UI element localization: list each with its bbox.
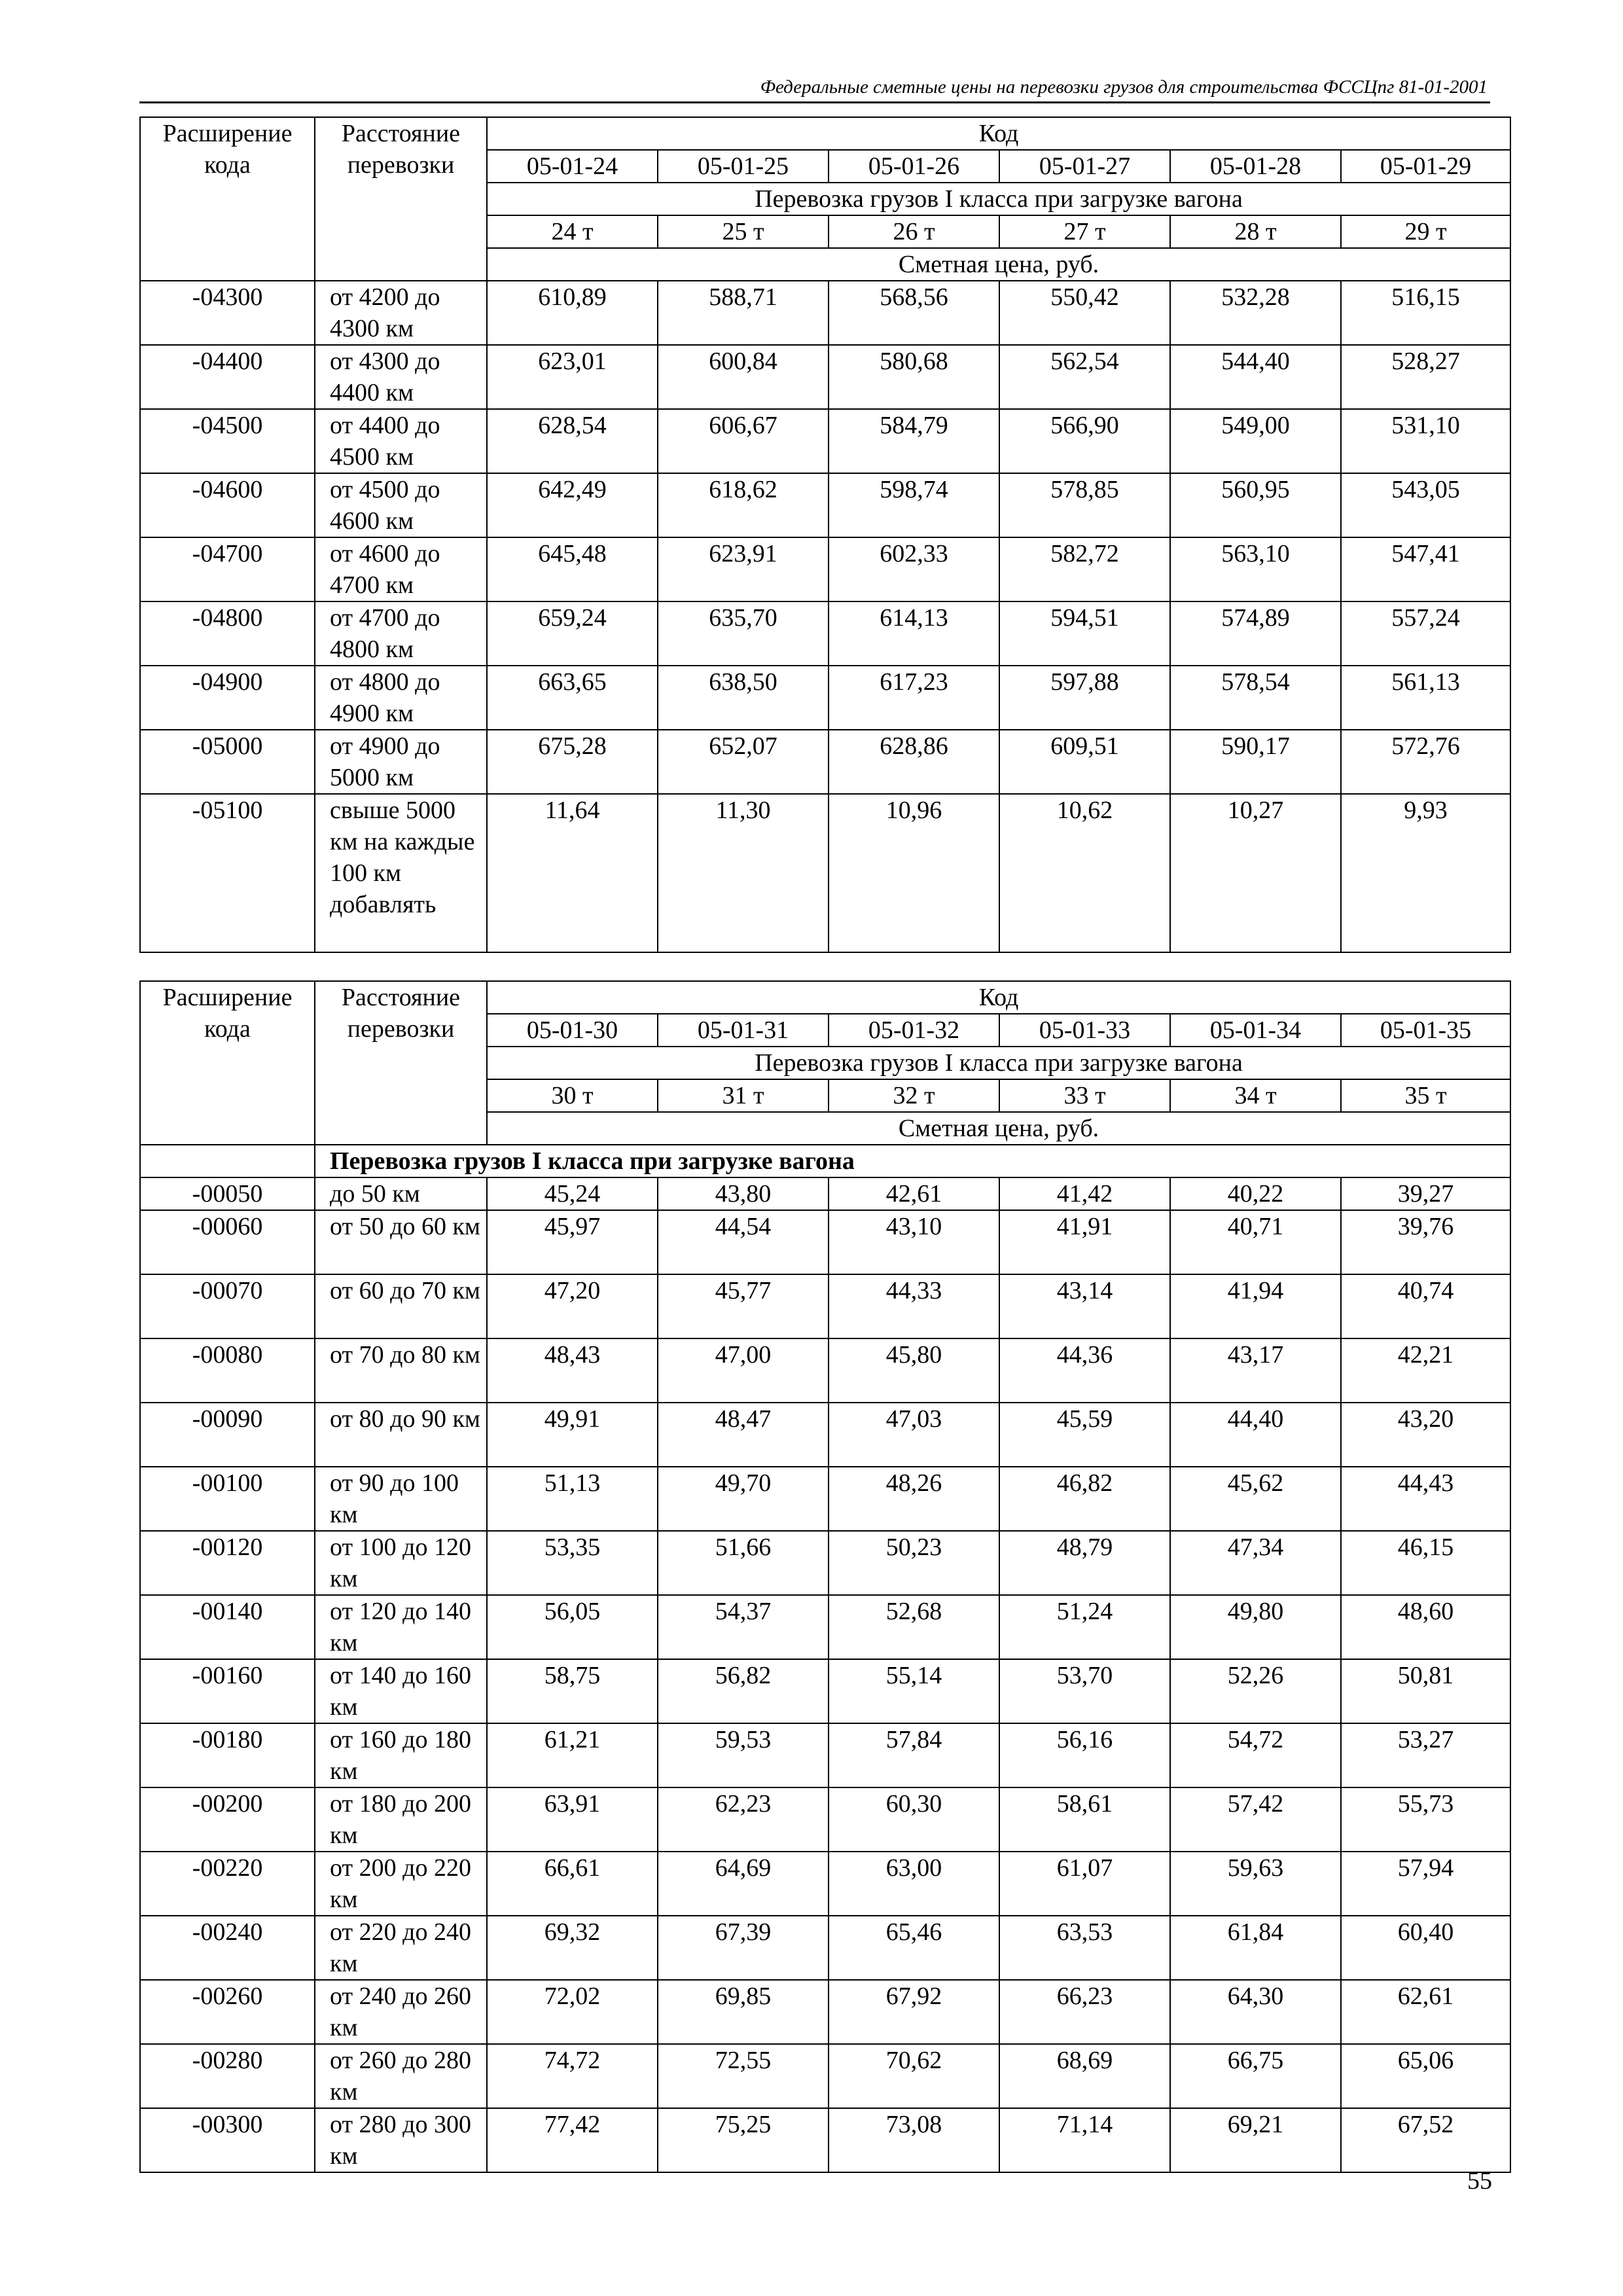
row-code: -00180 (140, 1723, 315, 1787)
price-cell: 44,43 (1341, 1467, 1510, 1531)
price-cell: 42,61 (829, 1177, 999, 1210)
row-code: -05000 (140, 730, 315, 794)
price-cell: 578,54 (1170, 666, 1341, 730)
price-cell: 61,21 (487, 1723, 658, 1787)
row-distance: от 70 до 80 км (315, 1338, 487, 1403)
code-header: 05-01-34 (1170, 1014, 1341, 1047)
price-cell: 628,54 (487, 409, 658, 473)
price-label: Сметная цена, руб. (487, 248, 1510, 281)
row-code: -00100 (140, 1467, 315, 1531)
price-cell: 75,25 (658, 2108, 829, 2172)
price-cell: 580,68 (829, 345, 999, 409)
code-header: 05-01-24 (487, 150, 658, 183)
row-code: -00080 (140, 1338, 315, 1403)
col-header-distance: Расстояние перевозки (315, 981, 487, 1145)
row-distance: от 4300 до 4400 км (315, 345, 487, 409)
row-distance: от 80 до 90 км (315, 1403, 487, 1467)
table-row (140, 1403, 1510, 1467)
price-cell: 568,56 (829, 281, 999, 345)
row-distance: от 4700 до 4800 км (315, 601, 487, 666)
section-empty-cell (140, 1145, 315, 1177)
table-row (140, 1531, 1510, 1595)
price-cell: 64,69 (658, 1852, 829, 1916)
price-cell: 532,28 (1170, 281, 1341, 345)
row-code: -04400 (140, 345, 315, 409)
row-distance: от 90 до 100 км (315, 1467, 487, 1531)
price-cell: 598,74 (829, 473, 999, 537)
price-cell: 600,84 (658, 345, 829, 409)
price-cell: 582,72 (999, 537, 1170, 601)
load-header: 35 т (1341, 1079, 1510, 1112)
price-cell: 41,42 (999, 1177, 1170, 1210)
price-cell: 48,26 (829, 1467, 999, 1531)
table-1-body (140, 117, 1510, 952)
table-row (140, 345, 1510, 409)
price-cell: 550,42 (999, 281, 1170, 345)
col-header-code-extension: Расширение кода (140, 981, 315, 1145)
price-cell: 566,90 (999, 409, 1170, 473)
code-header: 05-01-25 (658, 150, 829, 183)
table-row (140, 1467, 1510, 1531)
row-distance: от 4200 до 4300 км (315, 281, 487, 345)
price-cell: 58,61 (999, 1787, 1170, 1852)
price-cell: 617,23 (829, 666, 999, 730)
row-code: -00300 (140, 2108, 315, 2172)
price-cell: 41,94 (1170, 1274, 1341, 1338)
price-cell: 63,53 (999, 1916, 1170, 1980)
price-cell: 67,52 (1341, 2108, 1510, 2172)
price-cell: 57,84 (829, 1723, 999, 1787)
table-row (140, 537, 1510, 601)
price-cell: 73,08 (829, 2108, 999, 2172)
col-header-distance: Расстояние перевозки (315, 117, 487, 281)
price-label: Сметная цена, руб. (487, 1112, 1510, 1145)
row-distance: до 50 км (315, 1177, 487, 1210)
row-distance: от 100 до 120 км (315, 1531, 487, 1595)
price-cell: 614,13 (829, 601, 999, 666)
price-cell: 64,30 (1170, 1980, 1341, 2044)
table-row (140, 666, 1510, 730)
price-cell: 11,30 (658, 794, 829, 952)
table-row (140, 1274, 1510, 1338)
price-cell: 584,79 (829, 409, 999, 473)
price-cell: 47,34 (1170, 1531, 1341, 1595)
price-cell: 40,22 (1170, 1177, 1341, 1210)
row-code: -04300 (140, 281, 315, 345)
price-cell: 60,30 (829, 1787, 999, 1852)
price-cell: 45,59 (999, 1403, 1170, 1467)
row-code: -00090 (140, 1403, 315, 1467)
price-cell: 623,01 (487, 345, 658, 409)
row-distance: от 200 до 220 км (315, 1852, 487, 1916)
price-cell: 48,43 (487, 1338, 658, 1403)
header-row-kod (140, 117, 1510, 150)
price-cell: 59,53 (658, 1723, 829, 1787)
price-cell: 66,23 (999, 1980, 1170, 2044)
price-cell: 39,76 (1341, 1210, 1510, 1274)
load-header: 24 т (487, 215, 658, 248)
price-cell: 61,07 (999, 1852, 1170, 1916)
code-header: 05-01-29 (1341, 150, 1510, 183)
table-row (140, 2108, 1510, 2172)
price-cell: 618,62 (658, 473, 829, 537)
load-header: 32 т (829, 1079, 999, 1112)
row-code: -00140 (140, 1595, 315, 1659)
price-cell: 53,35 (487, 1531, 658, 1595)
row-code: -00120 (140, 1531, 315, 1595)
price-cell: 51,66 (658, 1531, 829, 1595)
price-cell: 51,24 (999, 1595, 1170, 1659)
price-cell: 560,95 (1170, 473, 1341, 537)
section-row (140, 1145, 1510, 1177)
code-header: 05-01-35 (1341, 1014, 1510, 1047)
price-cell: 44,33 (829, 1274, 999, 1338)
code-header: 05-01-27 (999, 150, 1170, 183)
col-header-kod: Код (487, 117, 1510, 150)
row-code: -00240 (140, 1916, 315, 1980)
row-code: -04800 (140, 601, 315, 666)
row-distance: от 4500 до 4600 км (315, 473, 487, 537)
price-cell: 547,41 (1341, 537, 1510, 601)
row-distance: от 180 до 200 км (315, 1787, 487, 1852)
price-cell: 543,05 (1341, 473, 1510, 537)
load-header: 28 т (1170, 215, 1341, 248)
price-cell: 44,40 (1170, 1403, 1341, 1467)
price-cell: 588,71 (658, 281, 829, 345)
table-row (140, 1659, 1510, 1723)
price-cell: 56,82 (658, 1659, 829, 1723)
price-cell: 659,24 (487, 601, 658, 666)
price-cell: 645,48 (487, 537, 658, 601)
price-cell: 55,14 (829, 1659, 999, 1723)
table-row (140, 1787, 1510, 1852)
row-distance: от 280 до 300 км (315, 2108, 487, 2172)
price-cell: 48,47 (658, 1403, 829, 1467)
price-cell: 63,00 (829, 1852, 999, 1916)
row-distance: свыше 5000 км на каждые 100 км добавлять (315, 794, 487, 952)
load-header: 26 т (829, 215, 999, 248)
price-cell: 61,84 (1170, 1916, 1341, 1980)
table-2-body (140, 981, 1510, 2172)
price-cell: 68,69 (999, 2044, 1170, 2108)
table-row (140, 2044, 1510, 2108)
price-cell: 66,75 (1170, 2044, 1341, 2108)
col-header-code-extension: Расширение кода (140, 117, 315, 281)
row-distance: от 60 до 70 км (315, 1274, 487, 1338)
price-cell: 44,54 (658, 1210, 829, 1274)
price-cell: 594,51 (999, 601, 1170, 666)
header-row-kod (140, 981, 1510, 1014)
load-header: 31 т (658, 1079, 829, 1112)
table-row (140, 1210, 1510, 1274)
row-code: -00200 (140, 1787, 315, 1852)
price-cell: 45,24 (487, 1177, 658, 1210)
row-code: -00280 (140, 2044, 315, 2108)
price-cell: 47,00 (658, 1338, 829, 1403)
price-cell: 72,02 (487, 1980, 658, 2044)
price-cell: 531,10 (1341, 409, 1510, 473)
page-number: 55 (1467, 2167, 1492, 2195)
price-cell: 55,73 (1341, 1787, 1510, 1852)
price-cell: 561,13 (1341, 666, 1510, 730)
price-cell: 590,17 (1170, 730, 1341, 794)
price-cell: 549,00 (1170, 409, 1341, 473)
row-code: -00220 (140, 1852, 315, 1916)
price-cell: 47,03 (829, 1403, 999, 1467)
price-cell: 65,06 (1341, 2044, 1510, 2108)
price-cell: 56,16 (999, 1723, 1170, 1787)
load-header: 34 т (1170, 1079, 1341, 1112)
price-cell: 9,93 (1341, 794, 1510, 952)
price-cell: 44,36 (999, 1338, 1170, 1403)
row-distance: от 50 до 60 км (315, 1210, 487, 1274)
price-cell: 49,91 (487, 1403, 658, 1467)
price-cell: 65,46 (829, 1916, 999, 1980)
price-cell: 43,17 (1170, 1338, 1341, 1403)
table-row (140, 730, 1510, 794)
row-code: -00060 (140, 1210, 315, 1274)
row-code: -04700 (140, 537, 315, 601)
price-cell: 67,39 (658, 1916, 829, 1980)
price-cell: 56,05 (487, 1595, 658, 1659)
price-cell: 45,77 (658, 1274, 829, 1338)
price-cell: 574,89 (1170, 601, 1341, 666)
price-cell: 602,33 (829, 537, 999, 601)
price-cell: 66,61 (487, 1852, 658, 1916)
cargo-class-header: Перевозка грузов I класса при загрузке вагона (487, 183, 1510, 215)
price-cell: 49,70 (658, 1467, 829, 1531)
row-code: -05100 (140, 794, 315, 952)
price-cell: 52,68 (829, 1595, 999, 1659)
price-cell: 74,72 (487, 2044, 658, 2108)
price-cell: 77,42 (487, 2108, 658, 2172)
table-row (140, 1338, 1510, 1403)
row-code: -04500 (140, 409, 315, 473)
price-cell: 578,85 (999, 473, 1170, 537)
price-cell: 71,14 (999, 2108, 1170, 2172)
table-row (140, 281, 1510, 345)
price-cell: 39,27 (1341, 1177, 1510, 1210)
price-cell: 63,91 (487, 1787, 658, 1852)
price-cell: 69,85 (658, 1980, 829, 2044)
row-code: -04600 (140, 473, 315, 537)
row-code: -04900 (140, 666, 315, 730)
price-cell: 635,70 (658, 601, 829, 666)
price-cell: 43,20 (1341, 1403, 1510, 1467)
price-cell: 53,27 (1341, 1723, 1510, 1787)
table-row (140, 1852, 1510, 1916)
row-code: -00160 (140, 1659, 315, 1723)
row-distance: от 4400 до 4500 км (315, 409, 487, 473)
price-cell: 50,23 (829, 1531, 999, 1595)
price-cell: 45,80 (829, 1338, 999, 1403)
price-cell: 72,55 (658, 2044, 829, 2108)
row-distance: от 240 до 260 км (315, 1980, 487, 2044)
code-header: 05-01-28 (1170, 150, 1341, 183)
price-cell: 597,88 (999, 666, 1170, 730)
price-cell: 10,96 (829, 794, 999, 952)
price-cell: 606,67 (658, 409, 829, 473)
price-cell: 663,65 (487, 666, 658, 730)
price-cell: 563,10 (1170, 537, 1341, 601)
price-cell: 69,21 (1170, 2108, 1341, 2172)
price-cell: 675,28 (487, 730, 658, 794)
load-header: 33 т (999, 1079, 1170, 1112)
page-header: Федеральные сметные цены на перевозки грузов для строительства ФССЦпг 81-01-2001 (139, 75, 1490, 103)
table-row (140, 1916, 1510, 1980)
price-cell: 60,40 (1341, 1916, 1510, 1980)
price-cell: 46,15 (1341, 1531, 1510, 1595)
table-row (140, 409, 1510, 473)
row-code: -00050 (140, 1177, 315, 1210)
code-header: 05-01-26 (829, 150, 999, 183)
table-row (140, 1595, 1510, 1659)
price-cell: 516,15 (1341, 281, 1510, 345)
price-cell: 48,79 (999, 1531, 1170, 1595)
price-cell: 544,40 (1170, 345, 1341, 409)
price-cell: 49,80 (1170, 1595, 1341, 1659)
price-cell: 572,76 (1341, 730, 1510, 794)
table-row (140, 1980, 1510, 2044)
cargo-class-header: Перевозка грузов I класса при загрузке вагона (487, 1047, 1510, 1079)
price-table-2 (139, 980, 1511, 2173)
load-header: 29 т (1341, 215, 1510, 248)
row-distance: от 4900 до 5000 км (315, 730, 487, 794)
price-cell: 41,91 (999, 1210, 1170, 1274)
price-cell: 45,97 (487, 1210, 658, 1274)
price-cell: 40,74 (1341, 1274, 1510, 1338)
price-cell: 43,80 (658, 1177, 829, 1210)
price-cell: 62,61 (1341, 1980, 1510, 2044)
price-cell: 70,62 (829, 2044, 999, 2108)
price-cell: 42,21 (1341, 1338, 1510, 1403)
price-cell: 57,94 (1341, 1852, 1510, 1916)
price-cell: 47,20 (487, 1274, 658, 1338)
price-cell: 53,70 (999, 1659, 1170, 1723)
price-cell: 628,86 (829, 730, 999, 794)
table-row (140, 1723, 1510, 1787)
price-cell: 610,89 (487, 281, 658, 345)
price-cell: 58,75 (487, 1659, 658, 1723)
table-row (140, 1177, 1510, 1210)
price-cell: 57,42 (1170, 1787, 1341, 1852)
price-cell: 51,13 (487, 1467, 658, 1531)
price-cell: 43,14 (999, 1274, 1170, 1338)
code-header: 05-01-30 (487, 1014, 658, 1047)
price-cell: 562,54 (999, 345, 1170, 409)
row-distance: от 4800 до 4900 км (315, 666, 487, 730)
code-header: 05-01-31 (658, 1014, 829, 1047)
price-cell: 652,07 (658, 730, 829, 794)
price-table-1 (139, 117, 1511, 953)
price-cell: 45,62 (1170, 1467, 1341, 1531)
price-cell: 50,81 (1341, 1659, 1510, 1723)
price-cell: 67,92 (829, 1980, 999, 2044)
price-cell: 10,62 (999, 794, 1170, 952)
price-cell: 528,27 (1341, 345, 1510, 409)
load-header: 30 т (487, 1079, 658, 1112)
table-row (140, 794, 1510, 952)
load-header: 25 т (658, 215, 829, 248)
row-distance: от 120 до 140 км (315, 1595, 487, 1659)
price-cell: 40,71 (1170, 1210, 1341, 1274)
price-cell: 52,26 (1170, 1659, 1341, 1723)
price-cell: 557,24 (1341, 601, 1510, 666)
price-cell: 59,63 (1170, 1852, 1341, 1916)
price-cell: 43,10 (829, 1210, 999, 1274)
price-cell: 54,37 (658, 1595, 829, 1659)
load-header: 27 т (999, 215, 1170, 248)
code-header: 05-01-32 (829, 1014, 999, 1047)
price-cell: 69,32 (487, 1916, 658, 1980)
row-code: -00260 (140, 1980, 315, 2044)
price-cell: 11,64 (487, 794, 658, 952)
row-distance: от 140 до 160 км (315, 1659, 487, 1723)
row-distance: от 220 до 240 км (315, 1916, 487, 1980)
col-header-kod: Код (487, 981, 1510, 1014)
price-cell: 46,82 (999, 1467, 1170, 1531)
row-distance: от 260 до 280 км (315, 2044, 487, 2108)
table-row (140, 601, 1510, 666)
section-title: Перевозка грузов I класса при загрузке вагона (315, 1145, 1510, 1177)
price-cell: 638,50 (658, 666, 829, 730)
price-cell: 10,27 (1170, 794, 1341, 952)
price-cell: 48,60 (1341, 1595, 1510, 1659)
price-cell: 623,91 (658, 537, 829, 601)
row-distance: от 4600 до 4700 км (315, 537, 487, 601)
table-row (140, 473, 1510, 537)
row-distance: от 160 до 180 км (315, 1723, 487, 1787)
price-cell: 54,72 (1170, 1723, 1341, 1787)
row-code: -00070 (140, 1274, 315, 1338)
price-cell: 642,49 (487, 473, 658, 537)
code-header: 05-01-33 (999, 1014, 1170, 1047)
price-cell: 62,23 (658, 1787, 829, 1852)
price-cell: 609,51 (999, 730, 1170, 794)
